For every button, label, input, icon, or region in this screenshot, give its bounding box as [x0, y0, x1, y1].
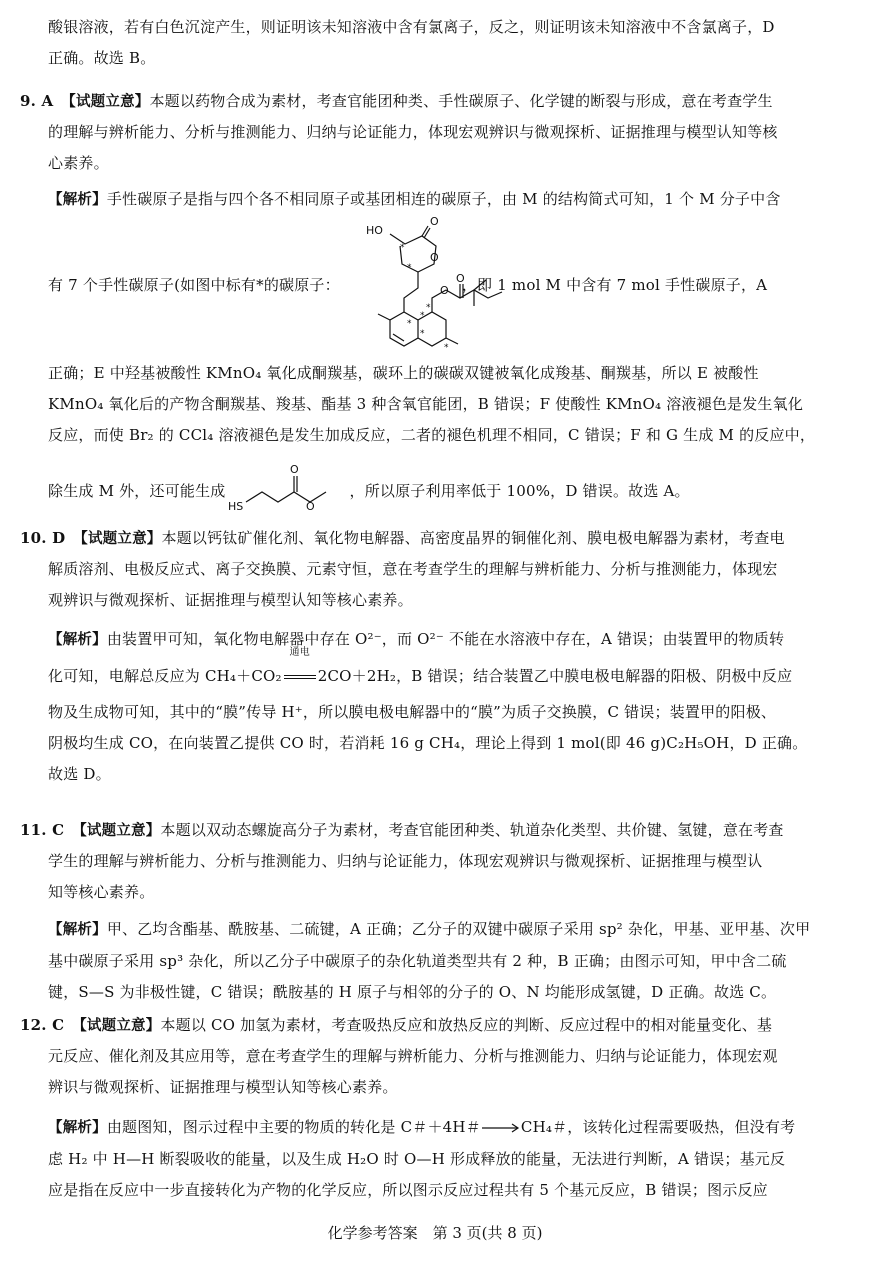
section-tag: 【试题立意】: [79, 823, 161, 839]
q10-intent-cont: [48, 554, 853, 616]
q10-intent: [20, 523, 853, 555]
q9-intent-cont: [48, 117, 853, 179]
atom-label: O: [290, 463, 299, 476]
text-line: 正确；E 中羟基被酸性 KMnO₄ 氧化成酮羰基，碳环上的碳碳双键被氧化成羧基、酮羰基，所以 E 被酸性: [48, 364, 759, 382]
text-line: KMnO₄ 氧化后的产物含酮羰基、羧基、酯基 3 种含氧官能团，B 错误；F 使酸性 KMnO₄ 溶液褪色是发生氧化: [48, 395, 804, 413]
q12-analysis: [48, 1112, 853, 1206]
page-footer: 化学参考答案 第 3 页(共 8 页): [327, 1224, 543, 1242]
question-number: 12. C: [20, 1016, 65, 1034]
q9-analysis-l6: [48, 476, 853, 507]
chiral-star: *: [420, 311, 425, 321]
text-line: 基中碳原子采用 sp³ 杂化，所以乙分子中碳原子的杂化轨道类型共有 2 种，B 正确；由图示可知，甲中含二硫: [48, 952, 787, 970]
text-line: 本题以双动态螺旋高分子为素材，考查官能团种类、轨道杂化类型、共价键、氢键，意在考查: [160, 821, 784, 839]
q11-intent-cont: [48, 846, 853, 908]
chiral-star: *: [420, 329, 425, 339]
text-line: 由装置甲可知，氧化物电解器中存在 O²⁻，而 O²⁻ 不能在水溶液中存在，A 错误；由装置甲的物质转: [106, 630, 785, 648]
chiral-star: *: [444, 343, 449, 353]
q11-analysis: [48, 914, 853, 1008]
chiral-star: *: [407, 263, 412, 273]
atom-label: O: [306, 500, 315, 513]
q9-analysis-cont: [48, 358, 853, 451]
text-line: 阴极均生成 CO，在向装置乙提供 CO 时，若消耗 16 g CH₄，理论上得到 1 mol(即 46 g)C₂H₅OH，D 正确。: [48, 734, 808, 752]
text-line: 正确。故选 B。: [48, 49, 156, 67]
text-fragment: ，所以原子利用率低于 100%，D 错误。故选 A。: [349, 482, 690, 500]
atom-label: HS: [228, 500, 244, 513]
text-line: 反应，而使 Br₂ 的 CCl₄ 溶液褪色是发生加成反应，二者的褪色机理不相同，C 错误；F 和 G 生成 M 的反应中，: [48, 426, 816, 444]
section-tag: 【解析】: [48, 192, 107, 208]
atom-label: O: [440, 284, 449, 297]
q12-intent: [20, 1010, 853, 1042]
text-fragment: 化可知，电解总反应为 CH₄＋CO₂: [48, 667, 282, 685]
question-number: 9. A: [20, 92, 54, 110]
section-tag: 【解析】: [48, 1120, 107, 1136]
text-line: 物及生成物可知，其中的“膜”传导 H⁺，所以膜电极电解器中的“膜”为质子交换膜，C 错误；装置甲的阳极、: [48, 703, 777, 721]
text-line: 虑 H₂ 中 H—H 断裂吸收的能量，以及生成 H₂O 时 O—H 形成释放的能量，无法进行判断，A 错误；基元反: [48, 1150, 786, 1168]
text-line: 心素养。: [48, 154, 109, 172]
text-line: 辨识与微观探析、证据推理与模型认知等核心素养。: [48, 1078, 398, 1096]
text-line: 本题以药物合成为素材，考查官能团种类、手性碳原子、化学键的断裂与形成，意在考查学生: [149, 92, 773, 110]
condition-label: 通电: [289, 647, 310, 658]
q9-analysis: [48, 184, 853, 216]
q11-intent: [20, 815, 853, 847]
molecule-m-structure: [360, 214, 530, 354]
text-line: 本题以钙钛矿催化剂、氧化物电解器、高密度晶界的铜催化剂、膜电极电解器为素材，考查电: [161, 529, 785, 547]
text-line: 手性碳原子是指与四个各不相同原子或基团相连的碳原子，由 M 的结构简式可知，1 个 M 分子中含: [106, 190, 781, 208]
section-tag: 【试题立意】: [80, 531, 162, 547]
section-tag: 【试题立意】: [68, 94, 150, 110]
text-line: 故选 D。: [48, 765, 111, 783]
text-line: 的理解与辨析能力、分析与推测能力、归纳与论证能力，体现宏观辨识与微观探析、证据推理与模型认知等核: [48, 123, 778, 141]
text-fragment: 由题图知，图示过程中主要的物质的转化是 C＃＋4H＃: [106, 1118, 481, 1136]
section-tag: 【解析】: [48, 922, 107, 938]
q12-intent-cont: [48, 1041, 853, 1103]
atom-label: O: [430, 251, 439, 264]
text-line: 解质溶剂、电极反应式、离子交换膜、元素守恒，意在考查学生的理解与辨析能力、分析与推测能力，体现宏: [48, 560, 778, 578]
question-number: 11. C: [20, 821, 65, 839]
text-fragment: ，即 1 mol M 中含有 7 mol 手性碳原子，A: [461, 276, 768, 294]
atom-label: O: [456, 272, 465, 285]
prev-answer: [48, 12, 853, 74]
text-line: 学生的理解与辨析能力、分析与推测能力、归纳与论证能力，体现宏观辨识与微观探析、证据推理与模型认: [48, 852, 763, 870]
text-line: 甲、乙均含酯基、酰胺基、二硫键，A 正确；乙分子的双键中碳原子采用 sp² 杂化，甲基、亚甲基、次甲: [106, 920, 811, 938]
text-fragment: 有 7 个手性碳原子(如图中标有*的碳原子：: [48, 276, 340, 294]
question-number: 10. D: [20, 529, 66, 547]
q10-analysis: [48, 624, 853, 656]
molecule-g-byproduct: [226, 462, 350, 514]
text-fragment: 2CO＋2H₂，B 错误；结合装置乙中膜电极电解器的阳极、阴极中反应: [317, 667, 793, 685]
q10-analysis-l2: [48, 647, 853, 692]
q9-intent: [20, 86, 853, 118]
atom-label: O: [430, 215, 439, 228]
text-line: 本题以 CO 加氢为素材，考查吸热反应和放热反应的判断、反应过程中的相对能量变化、基: [160, 1016, 773, 1034]
section-tag: 【试题立意】: [79, 1018, 161, 1034]
text-line: 键，S—S 为非极性键，C 错误；酰胺基的 H 原子与相邻的分子的 O、N 均能形成氢键，D 正确。故选 C。: [48, 983, 777, 1001]
text-line: 应是指在反应中一步直接转化为产物的化学反应，所以图示反应过程共有 5 个基元反应，B 错误；图示反应: [48, 1181, 768, 1199]
text-fragment: CH₄＃，该转化过程需要吸热，但没有考: [520, 1118, 796, 1136]
text-line: 酸银溶液，若有白色沉淀产生，则证明该未知溶液中含有氯离子，反之，则证明该未知溶液中不含氯离子，D: [48, 18, 775, 36]
chiral-star: *: [407, 319, 412, 329]
chiral-star: *: [400, 243, 405, 253]
atom-label: HO: [366, 224, 383, 237]
right-arrow-icon: [481, 1123, 521, 1133]
section-tag: 【解析】: [48, 632, 107, 648]
text-fragment: 除生成 M 外，还可能生成: [48, 482, 226, 500]
reaction-condition: [282, 647, 318, 692]
chiral-star: *: [426, 303, 431, 313]
q10-analysis-cont: [48, 697, 853, 790]
text-line: 知等核心素养。: [48, 883, 155, 901]
text-line: 观辨识与微观探析、证据推理与模型认知等核心素养。: [48, 591, 413, 609]
text-line: 元反应、催化剂及其应用等，意在考查学生的理解与辨析能力、分析与推测能力、归纳与论证能力，体现宏观: [48, 1047, 778, 1065]
